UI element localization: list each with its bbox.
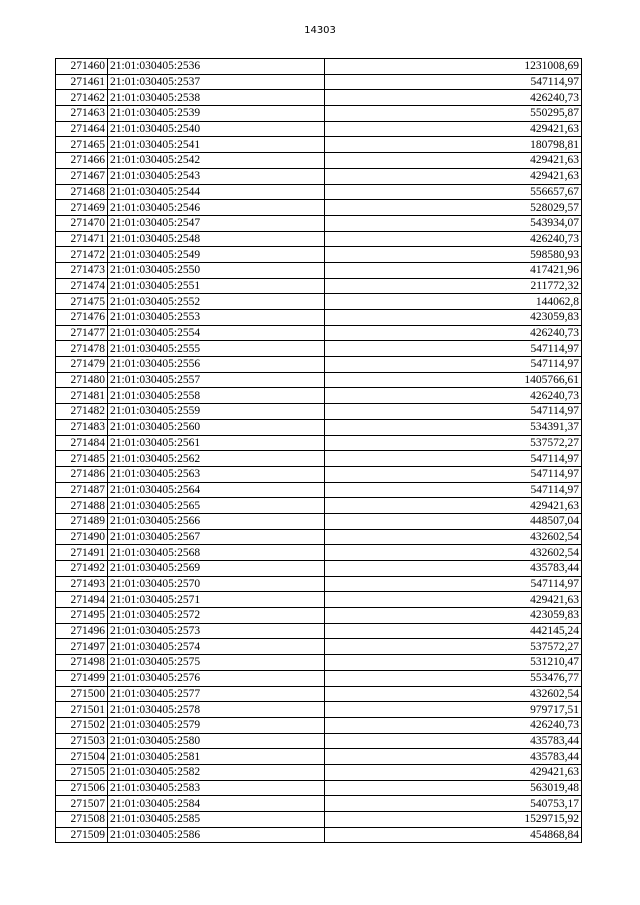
row-number: 271489 (56, 513, 108, 529)
table-row (56, 796, 582, 812)
cadastral-number: 21:01:030405:2536 (108, 59, 325, 75)
cadastral-value: 426240,73 (325, 388, 582, 404)
cadastral-value: 1405766,61 (325, 372, 582, 388)
cadastral-value: 435783,44 (325, 561, 582, 577)
cadastral-value: 423059,83 (325, 608, 582, 624)
row-number: 271469 (56, 200, 108, 216)
cadastral-number: 21:01:030405:2572 (108, 608, 325, 624)
cadastral-value: 426240,73 (325, 90, 582, 106)
cadastral-value: 432602,54 (325, 686, 582, 702)
cadastral-value: 979717,51 (325, 702, 582, 718)
table-row (56, 670, 582, 686)
row-number: 271509 (56, 827, 108, 843)
cadastral-number: 21:01:030405:2573 (108, 623, 325, 639)
cadastral-value: 426240,73 (325, 231, 582, 247)
cadastral-value: 547114,97 (325, 341, 582, 357)
row-number: 271499 (56, 670, 108, 686)
table-row (56, 561, 582, 577)
cadastral-number: 21:01:030405:2537 (108, 74, 325, 90)
table-row (56, 153, 582, 169)
cadastral-number: 21:01:030405:2552 (108, 294, 325, 310)
cadastral-number: 21:01:030405:2554 (108, 325, 325, 341)
cadastral-number: 21:01:030405:2565 (108, 498, 325, 514)
cadastral-number: 21:01:030405:2576 (108, 670, 325, 686)
cadastral-value: 1231008,69 (325, 59, 582, 75)
table-row (56, 623, 582, 639)
cadastral-value: 547114,97 (325, 466, 582, 482)
cadastral-value: 454868,84 (325, 827, 582, 843)
cadastral-value: 211772,32 (325, 278, 582, 294)
cadastral-number: 21:01:030405:2579 (108, 717, 325, 733)
cadastral-value: 547114,97 (325, 482, 582, 498)
cadastral-number: 21:01:030405:2583 (108, 780, 325, 796)
table-row (56, 482, 582, 498)
cadastral-value: 1529715,92 (325, 812, 582, 828)
cadastral-number: 21:01:030405:2560 (108, 419, 325, 435)
table-row (56, 106, 582, 122)
cadastral-value: 417421,96 (325, 262, 582, 278)
cadastral-number: 21:01:030405:2580 (108, 733, 325, 749)
cadastral-value: 563019,48 (325, 780, 582, 796)
cadastral-number: 21:01:030405:2570 (108, 576, 325, 592)
cadastral-value: 537572,27 (325, 639, 582, 655)
cadastral-number: 21:01:030405:2577 (108, 686, 325, 702)
row-number: 271505 (56, 764, 108, 780)
cadastral-number: 21:01:030405:2547 (108, 215, 325, 231)
table-row (56, 231, 582, 247)
table-row (56, 121, 582, 137)
cadastral-value: 547114,97 (325, 404, 582, 420)
row-number: 271496 (56, 623, 108, 639)
table-row (56, 733, 582, 749)
cadastral-number: 21:01:030405:2555 (108, 341, 325, 357)
row-number: 271500 (56, 686, 108, 702)
cadastral-number: 21:01:030405:2539 (108, 106, 325, 122)
table-row (56, 764, 582, 780)
cadastral-value: 432602,54 (325, 545, 582, 561)
cadastral-number: 21:01:030405:2548 (108, 231, 325, 247)
row-number: 271471 (56, 231, 108, 247)
row-number: 271467 (56, 168, 108, 184)
cadastral-number: 21:01:030405:2541 (108, 137, 325, 153)
row-number: 271475 (56, 294, 108, 310)
table-row (56, 247, 582, 263)
cadastral-value: 144062,8 (325, 294, 582, 310)
cadastral-number: 21:01:030405:2556 (108, 357, 325, 373)
table-row (56, 200, 582, 216)
cadastral-value-table (55, 58, 582, 843)
row-number: 271485 (56, 451, 108, 467)
cadastral-number: 21:01:030405:2538 (108, 90, 325, 106)
row-number: 271466 (56, 153, 108, 169)
table-row (56, 168, 582, 184)
cadastral-value: 180798,81 (325, 137, 582, 153)
table-row (56, 655, 582, 671)
row-number: 271484 (56, 435, 108, 451)
table-row (56, 372, 582, 388)
row-number: 271465 (56, 137, 108, 153)
table-row (56, 435, 582, 451)
cadastral-value: 534391,37 (325, 419, 582, 435)
table-row (56, 357, 582, 373)
cadastral-value: 429421,63 (325, 153, 582, 169)
row-number: 271491 (56, 545, 108, 561)
cadastral-number: 21:01:030405:2557 (108, 372, 325, 388)
cadastral-value: 547114,97 (325, 451, 582, 467)
table-row (56, 388, 582, 404)
row-number: 271472 (56, 247, 108, 263)
cadastral-number: 21:01:030405:2581 (108, 749, 325, 765)
cadastral-value: 435783,44 (325, 749, 582, 765)
cadastral-value: 432602,54 (325, 529, 582, 545)
row-number: 271481 (56, 388, 108, 404)
row-number: 271487 (56, 482, 108, 498)
table-row (56, 529, 582, 545)
cadastral-number: 21:01:030405:2564 (108, 482, 325, 498)
table-row (56, 341, 582, 357)
row-number: 271508 (56, 812, 108, 828)
row-number: 271468 (56, 184, 108, 200)
row-number: 271493 (56, 576, 108, 592)
cadastral-number: 21:01:030405:2586 (108, 827, 325, 843)
cadastral-number: 21:01:030405:2575 (108, 655, 325, 671)
cadastral-number: 21:01:030405:2546 (108, 200, 325, 216)
row-number: 271464 (56, 121, 108, 137)
row-number: 271477 (56, 325, 108, 341)
row-number: 271506 (56, 780, 108, 796)
cadastral-number: 21:01:030405:2542 (108, 153, 325, 169)
table-row (56, 310, 582, 326)
cadastral-number: 21:01:030405:2562 (108, 451, 325, 467)
row-number: 271495 (56, 608, 108, 624)
table-row (56, 827, 582, 843)
cadastral-value: 537572,27 (325, 435, 582, 451)
cadastral-value: 429421,63 (325, 121, 582, 137)
page-number: 14303 (304, 25, 336, 36)
cadastral-number: 21:01:030405:2549 (108, 247, 325, 263)
cadastral-number: 21:01:030405:2544 (108, 184, 325, 200)
table-row (56, 419, 582, 435)
row-number: 271501 (56, 702, 108, 718)
cadastral-value: 547114,97 (325, 357, 582, 373)
table-row (56, 184, 582, 200)
cadastral-number: 21:01:030405:2566 (108, 513, 325, 529)
row-number: 271488 (56, 498, 108, 514)
cadastral-number: 21:01:030405:2559 (108, 404, 325, 420)
table-row (56, 812, 582, 828)
table-row (56, 262, 582, 278)
table-row (56, 59, 582, 75)
table-row (56, 498, 582, 514)
table-row (56, 137, 582, 153)
table-row (56, 717, 582, 733)
row-number: 271460 (56, 59, 108, 75)
table-row (56, 294, 582, 310)
cadastral-number: 21:01:030405:2574 (108, 639, 325, 655)
table-row (56, 702, 582, 718)
cadastral-number: 21:01:030405:2569 (108, 561, 325, 577)
cadastral-value: 547114,97 (325, 576, 582, 592)
table-row (56, 608, 582, 624)
row-number: 271476 (56, 310, 108, 326)
table-row (56, 451, 582, 467)
row-number: 271483 (56, 419, 108, 435)
cadastral-number: 21:01:030405:2563 (108, 466, 325, 482)
table-row (56, 325, 582, 341)
table-row (56, 90, 582, 106)
row-number: 271461 (56, 74, 108, 90)
cadastral-number: 21:01:030405:2553 (108, 310, 325, 326)
row-number: 271473 (56, 262, 108, 278)
table-row (56, 592, 582, 608)
cadastral-number: 21:01:030405:2578 (108, 702, 325, 718)
row-number: 271480 (56, 372, 108, 388)
cadastral-value: 540753,17 (325, 796, 582, 812)
cadastral-number: 21:01:030405:2568 (108, 545, 325, 561)
row-number: 271482 (56, 404, 108, 420)
row-number: 271474 (56, 278, 108, 294)
row-number: 271490 (56, 529, 108, 545)
row-number: 271462 (56, 90, 108, 106)
cadastral-value: 531210,47 (325, 655, 582, 671)
cadastral-value: 556657,67 (325, 184, 582, 200)
cadastral-number: 21:01:030405:2585 (108, 812, 325, 828)
cadastral-value: 547114,97 (325, 74, 582, 90)
cadastral-value: 423059,83 (325, 310, 582, 326)
row-number: 271503 (56, 733, 108, 749)
table-row (56, 576, 582, 592)
row-number: 271479 (56, 357, 108, 373)
cadastral-value: 429421,63 (325, 764, 582, 780)
row-number: 271497 (56, 639, 108, 655)
table-row (56, 780, 582, 796)
cadastral-number: 21:01:030405:2571 (108, 592, 325, 608)
cadastral-value: 550295,87 (325, 106, 582, 122)
table-row (56, 278, 582, 294)
table-row (56, 466, 582, 482)
cadastral-number: 21:01:030405:2558 (108, 388, 325, 404)
table-row (56, 545, 582, 561)
table-row (56, 639, 582, 655)
cadastral-value: 543934,07 (325, 215, 582, 231)
cadastral-number: 21:01:030405:2543 (108, 168, 325, 184)
cadastral-value: 426240,73 (325, 325, 582, 341)
table-body (56, 59, 582, 843)
cadastral-number: 21:01:030405:2567 (108, 529, 325, 545)
cadastral-value: 429421,63 (325, 592, 582, 608)
table-row (56, 686, 582, 702)
row-number: 271463 (56, 106, 108, 122)
row-number: 271504 (56, 749, 108, 765)
table-row (56, 749, 582, 765)
row-number: 271502 (56, 717, 108, 733)
table-row (56, 74, 582, 90)
table-row (56, 404, 582, 420)
row-number: 271486 (56, 466, 108, 482)
cadastral-number: 21:01:030405:2561 (108, 435, 325, 451)
cadastral-number: 21:01:030405:2584 (108, 796, 325, 812)
table-row (56, 513, 582, 529)
cadastral-value: 429421,63 (325, 498, 582, 514)
cadastral-value: 553476,77 (325, 670, 582, 686)
row-number: 271470 (56, 215, 108, 231)
cadastral-value: 598580,93 (325, 247, 582, 263)
row-number: 271478 (56, 341, 108, 357)
cadastral-value: 435783,44 (325, 733, 582, 749)
row-number: 271492 (56, 561, 108, 577)
cadastral-number: 21:01:030405:2582 (108, 764, 325, 780)
row-number: 271498 (56, 655, 108, 671)
cadastral-value: 429421,63 (325, 168, 582, 184)
cadastral-value: 448507,04 (325, 513, 582, 529)
row-number: 271494 (56, 592, 108, 608)
table-row (56, 215, 582, 231)
cadastral-value: 528029,57 (325, 200, 582, 216)
cadastral-number: 21:01:030405:2540 (108, 121, 325, 137)
row-number: 271507 (56, 796, 108, 812)
cadastral-number: 21:01:030405:2551 (108, 278, 325, 294)
cadastral-value: 442145,24 (325, 623, 582, 639)
cadastral-number: 21:01:030405:2550 (108, 262, 325, 278)
cadastral-value: 426240,73 (325, 717, 582, 733)
